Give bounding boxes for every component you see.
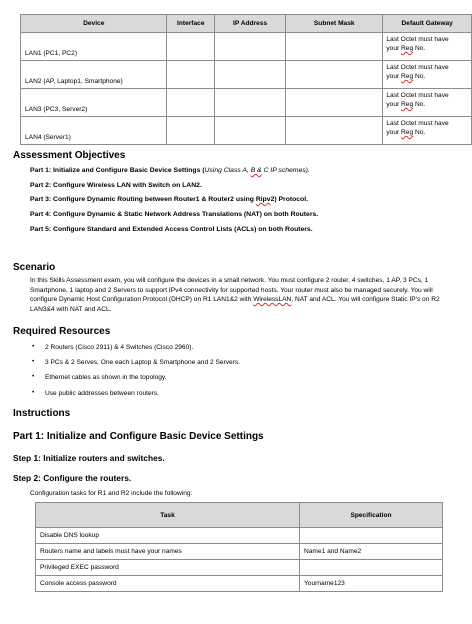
header-task: Task: [36, 503, 300, 528]
interface-cell: [167, 89, 215, 117]
gateway-text: your: [386, 129, 402, 136]
header-interface: Interface: [167, 15, 215, 33]
spell-error: Reg: [401, 45, 414, 52]
table-row: [36, 560, 443, 576]
gateway-text: No.: [413, 101, 426, 108]
scenario-text: In this Skills Assessment exam, you will configure the devices in a small network. You must configure 2 router, 4 switches, 1 AP, 3 PCs, 1 Smartphone, 1 laptop and 2 Servers to support IPv4 connectivity for supported hosts. Your router must also be managed securely. You will configure Dynamic Host Configuration Protocol (DHCP) on R1 LAN1&2 with: [30, 277, 433, 304]
objectives-heading: Assessment Objectives: [13, 150, 126, 161]
task-table: [35, 502, 443, 592]
device-cell: LAN4 (Server1): [21, 117, 167, 145]
scenario-text: , NAT and ACL. You will configure Static IP's on R2 LAN3&4 with NAT and ACL.: [30, 296, 440, 313]
gateway-text: Last Octet must have: [386, 92, 449, 99]
header-specification: Specification: [300, 503, 443, 528]
interface-cell: [167, 117, 215, 145]
task-cell: Console access password: [36, 576, 300, 592]
mask-cell: [286, 61, 383, 89]
table-row: [36, 528, 443, 544]
spell-error: WirelessLAN: [253, 296, 292, 304]
gateway-text: No.: [413, 129, 426, 136]
config-intro: Configuration tasks for R1 and R2 include the following:: [30, 490, 193, 497]
gateway-text: Last Octet must have: [386, 64, 449, 71]
objective-part5: Part 5: Configure Standard and Extended Access Control Lists (ACLs) on both Routers.: [30, 226, 313, 233]
task-table-header: [36, 503, 443, 528]
gateway-text: your: [386, 73, 402, 80]
step2-heading: Step 2: Configure the routers.: [13, 473, 132, 483]
device-cell: LAN2 (AP, Laptop1, Smartphone): [21, 61, 167, 89]
interface-cell: [167, 61, 215, 89]
objective-part3: [30, 196, 308, 203]
spec-cell: Name1 and Name2: [300, 544, 443, 560]
objective-italic: C IP schemes).: [261, 167, 310, 174]
gateway-cell: [383, 61, 472, 89]
gateway-text: No.: [413, 73, 426, 80]
spell-error: Ripv: [255, 196, 271, 203]
bullet-icon: •: [32, 343, 35, 350]
gateway-text: No.: [413, 45, 426, 52]
ip-cell: [215, 61, 286, 89]
header-ip-address: IP Address: [215, 15, 286, 33]
objective-part1: [30, 167, 310, 174]
header-subnet-mask: Subnet Mask: [286, 15, 383, 33]
resource-item: 2 Routers (Cisco 2911) & 4 Switches (Cisco 2960).: [45, 344, 194, 351]
resource-item: Ethernet cables as shown in the topology.: [45, 374, 167, 381]
task-cell: Routers name and labels must have your names: [36, 544, 300, 560]
header-default-gateway: Default Gateway: [383, 15, 472, 33]
spec-cell: [300, 560, 443, 576]
task-cell: Privileged EXEC password: [36, 560, 300, 576]
objective-text: Part 3: Configure Dynamic Routing between Router1 & Router2 using: [30, 196, 256, 203]
gateway-text: your: [386, 101, 402, 108]
mask-cell: [286, 117, 383, 145]
device-cell: LAN3 (PC3, Server2): [21, 89, 167, 117]
table-row: [21, 33, 472, 61]
table-row: [36, 544, 443, 560]
resources-heading: Required Resources: [13, 326, 111, 337]
interface-cell: [167, 33, 215, 61]
mask-cell: [286, 33, 383, 61]
instructions-heading: Instructions: [13, 408, 71, 419]
bullet-icon: •: [32, 389, 35, 396]
objective-text: 2) Protocol.: [270, 196, 308, 203]
part1-heading: Part 1: Initialize and Configure Basic Device Settings: [13, 431, 264, 442]
header-device: Device: [21, 15, 167, 33]
task-cell: Disable DNS lookup: [36, 528, 300, 544]
objective-part4: Part 4: Configure Dynamic & Static Network Address Translations (NAT) on both Routers.: [30, 211, 319, 218]
table-row: [21, 89, 472, 117]
scenario-heading: Scenario: [13, 262, 56, 273]
spell-error: Reg: [401, 129, 414, 136]
gateway-text: Last Octet must have: [386, 120, 449, 127]
resource-item: 3 PCs & 2 Serves, One each Laptop & Smartphone and 2 Servers.: [45, 359, 240, 366]
objective-italic: Using Class A,: [204, 167, 251, 174]
addressing-table: [20, 14, 472, 145]
gateway-text: your: [386, 45, 402, 52]
bullet-icon: •: [32, 373, 35, 380]
ip-cell: [215, 33, 286, 61]
objective-text: Part 1: Initialize and Configure Basic Device Settings (: [30, 167, 205, 174]
spell-error: B &: [250, 167, 262, 174]
gateway-cell: [383, 33, 472, 61]
spell-error: Reg: [401, 73, 414, 80]
bullet-icon: •: [32, 358, 35, 365]
objective-part2: Part 2: Configure Wireless LAN with Switch on LAN2.: [30, 182, 202, 189]
table-row: [36, 576, 443, 592]
spec-cell: [300, 528, 443, 544]
mask-cell: [286, 89, 383, 117]
step1-heading: Step 1: Initialize routers and switches.: [13, 453, 165, 463]
gateway-cell: [383, 117, 472, 145]
resource-item: Use public addresses between routers.: [45, 390, 159, 397]
table-row: [21, 117, 472, 145]
device-cell: LAN1 (PC1, PC2): [21, 33, 167, 61]
gateway-text: Last Octet must have: [386, 36, 449, 43]
spell-error: Reg: [401, 101, 414, 108]
ip-cell: [215, 89, 286, 117]
addressing-table-header: [21, 15, 472, 33]
table-row: [21, 61, 472, 89]
spec-cell: Yourname123: [300, 576, 443, 592]
scenario-paragraph: [30, 276, 458, 314]
ip-cell: [215, 117, 286, 145]
gateway-cell: [383, 89, 472, 117]
